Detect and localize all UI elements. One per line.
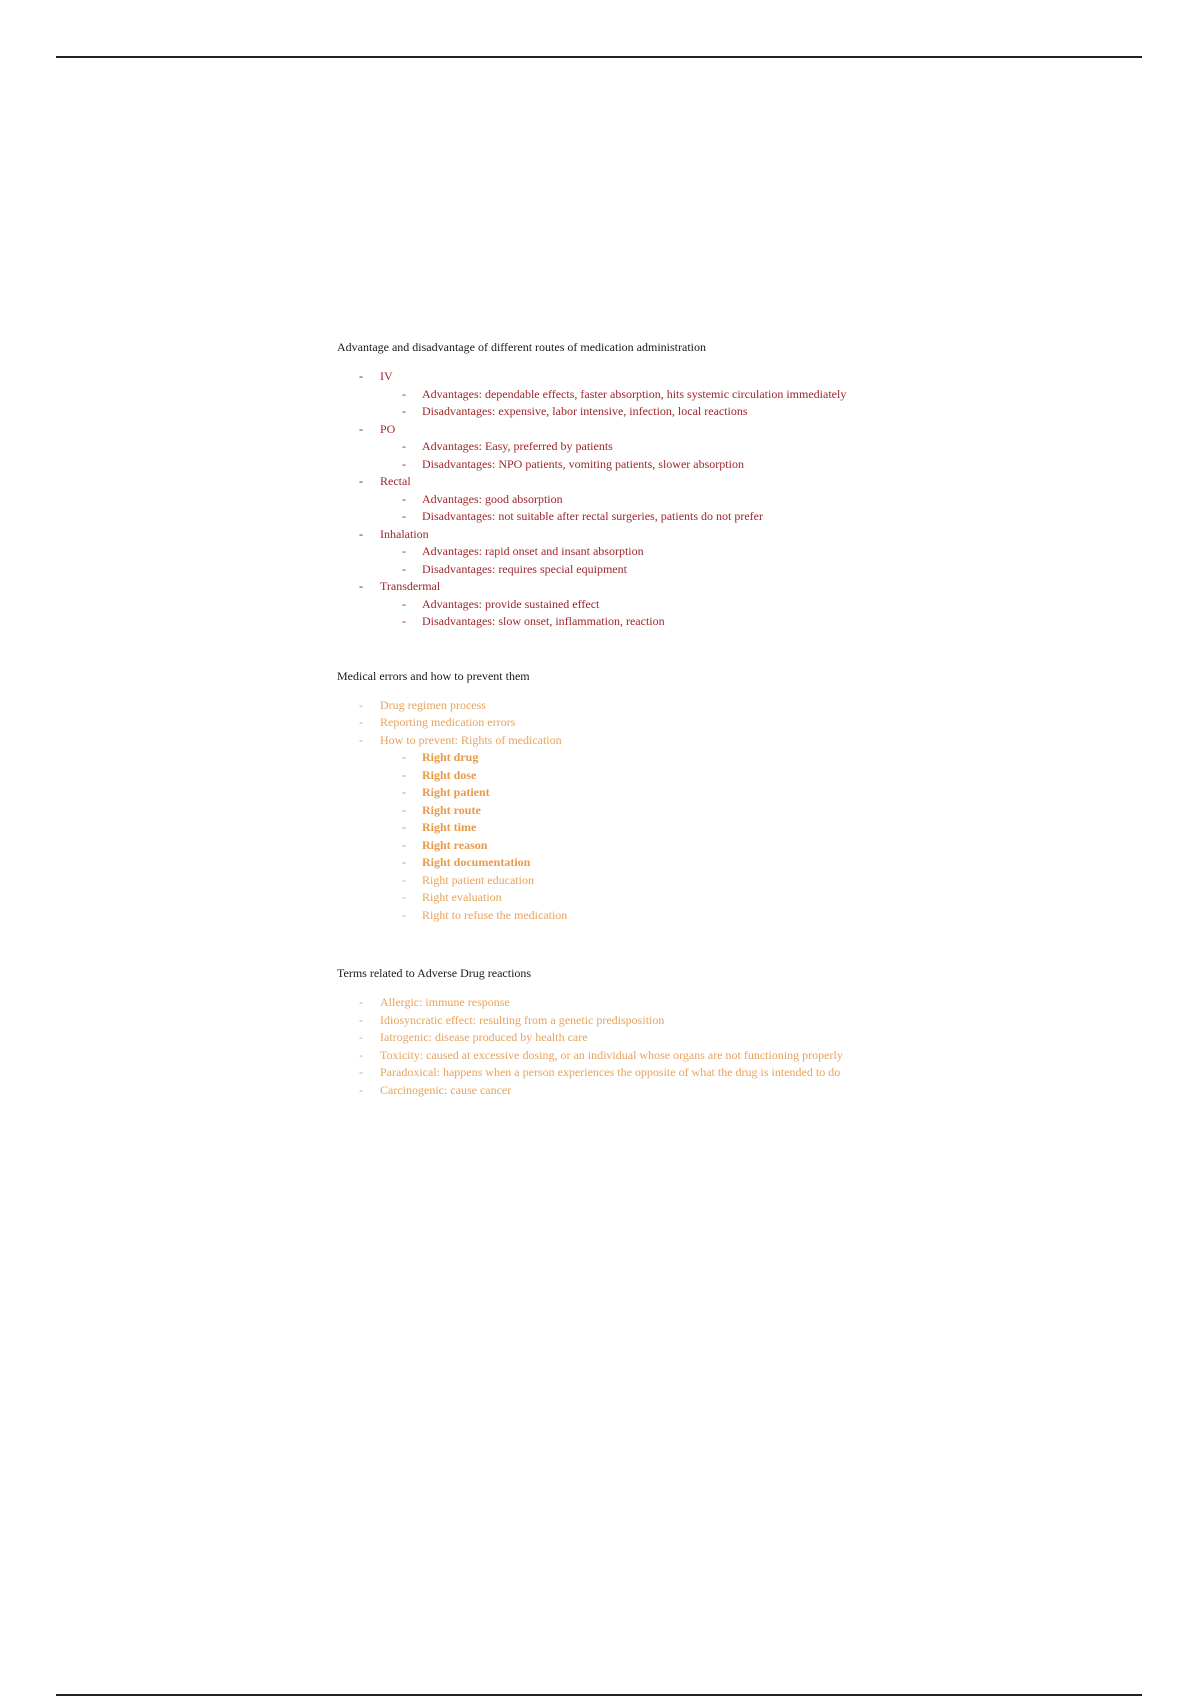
list-item-text: Right dose xyxy=(422,767,477,782)
list-item-text: Disadvantages: requires special equipment xyxy=(422,561,627,576)
list-item-text: Right reason xyxy=(422,837,488,852)
list-item xyxy=(337,1012,977,1030)
list-item xyxy=(380,837,977,855)
list-item-text: Right drug xyxy=(422,750,479,764)
list-item-text: Paradoxical: happens when a person experiences the opposite of what the drug is intended to do xyxy=(380,1065,841,1079)
route-label: IV xyxy=(380,369,393,383)
section-heading: Advantage and disadvantage of different routes of medication administration xyxy=(337,340,706,354)
bullet-dash: - xyxy=(402,509,406,523)
route-label: Inhalation xyxy=(380,526,429,541)
errors-list xyxy=(337,697,977,925)
bullet-dash: - xyxy=(402,837,406,852)
section-heading: Terms related to Adverse Drug reactions xyxy=(337,966,532,980)
terms-list xyxy=(337,994,977,1099)
bullet-dash: - xyxy=(359,474,363,488)
sublist xyxy=(380,596,977,631)
list-item xyxy=(380,613,977,631)
list-item-text: Right time xyxy=(422,820,477,834)
list-item xyxy=(337,578,977,631)
list-item-text: Toxicity: caused at excessive dosing, or an individual whose organs are not functioning properly xyxy=(380,1047,843,1062)
bullet-dash: - xyxy=(402,890,406,904)
route-label: Rectal xyxy=(380,474,411,488)
list-item xyxy=(380,802,977,820)
bullet-dash: - xyxy=(359,732,363,747)
list-item xyxy=(337,1082,977,1100)
list-item-text: Allergic: immune response xyxy=(380,995,510,1009)
bullet-dash: - xyxy=(359,526,363,541)
bullet-dash: - xyxy=(359,1082,363,1097)
list-item xyxy=(337,421,977,474)
list-item-text: Idiosyncratic effect: resulting from a genetic predisposition xyxy=(380,1012,665,1027)
document-body xyxy=(337,338,977,1129)
bullet-dash: - xyxy=(402,855,406,869)
list-item xyxy=(380,508,977,526)
bullet-dash: - xyxy=(359,579,363,593)
list-item-text: How to prevent: Rights of medication xyxy=(380,732,562,747)
rights-list xyxy=(380,749,977,924)
bullet-dash: - xyxy=(402,820,406,834)
bullet-dash: - xyxy=(402,544,406,558)
list-item-text: Advantages: dependable effects, faster absorption, hits systemic circulation immediately xyxy=(422,386,847,401)
bullet-dash: - xyxy=(402,785,406,799)
routes-list xyxy=(337,368,977,631)
bullet-dash: - xyxy=(359,1012,363,1027)
section-adverse-reactions xyxy=(337,964,977,1099)
list-item xyxy=(337,1064,977,1082)
sublist xyxy=(380,543,977,578)
list-item-text: Iatrogenic: disease produced by health care xyxy=(380,1030,588,1044)
bullet-dash: - xyxy=(359,995,363,1009)
list-item-text: Right patient education xyxy=(422,872,534,887)
list-item xyxy=(380,749,977,767)
header-rule xyxy=(56,56,1142,58)
list-item xyxy=(337,732,977,925)
list-item xyxy=(337,1047,977,1065)
list-item xyxy=(380,543,977,561)
list-item xyxy=(380,438,977,456)
list-item xyxy=(380,767,977,785)
section-medical-errors xyxy=(337,667,977,925)
bullet-dash: - xyxy=(359,421,363,436)
bullet-dash: - xyxy=(402,802,406,817)
route-label: Transdermal xyxy=(380,579,441,593)
bullet-dash: - xyxy=(359,1030,363,1044)
bullet-dash: - xyxy=(359,369,363,383)
bullet-dash: - xyxy=(402,872,406,887)
list-item-text: Right evaluation xyxy=(422,890,502,904)
list-item xyxy=(380,403,977,421)
sublist xyxy=(380,491,977,526)
section-heading: Medical errors and how to prevent them xyxy=(337,668,530,683)
bullet-dash: - xyxy=(402,386,406,401)
sublist xyxy=(380,438,977,473)
bullet-dash: - xyxy=(402,596,406,611)
list-item-text: Advantages: Easy, preferred by patients xyxy=(422,439,613,453)
list-item-text: Drug regimen process xyxy=(380,697,486,712)
list-item xyxy=(380,456,977,474)
footer-rule xyxy=(56,1694,1142,1696)
bullet-dash: - xyxy=(402,456,406,471)
bullet-dash: - xyxy=(402,404,406,418)
list-item xyxy=(337,714,977,732)
list-item-text: Disadvantages: NPO patients, vomiting patients, slower absorption xyxy=(422,456,744,471)
list-item xyxy=(380,872,977,890)
list-item-text: Disadvantages: not suitable after rectal surgeries, patients do not prefer xyxy=(422,509,763,523)
bullet-dash: - xyxy=(402,767,406,782)
bullet-dash: - xyxy=(359,715,363,729)
list-item xyxy=(337,368,977,421)
list-item xyxy=(337,526,977,579)
bullet-dash: - xyxy=(402,907,406,922)
list-item xyxy=(337,473,977,526)
section-routes xyxy=(337,338,977,631)
list-item-text: Reporting medication errors xyxy=(380,715,516,729)
list-item-text: Right route xyxy=(422,802,481,817)
list-item-text: Disadvantages: expensive, labor intensive, infection, local reactions xyxy=(422,404,748,418)
list-item xyxy=(380,491,977,509)
list-item-text: Carcinogenic: cause cancer xyxy=(380,1082,512,1097)
list-item xyxy=(337,697,977,715)
list-item xyxy=(380,907,977,925)
list-item-text: Advantages: good absorption xyxy=(422,491,563,506)
list-item-text: Advantages: provide sustained effect xyxy=(422,596,600,611)
bullet-dash: - xyxy=(359,1065,363,1079)
list-item-text: Advantages: rapid onset and insant absorption xyxy=(422,544,644,558)
list-item xyxy=(380,889,977,907)
list-item xyxy=(337,994,977,1012)
bullet-dash: - xyxy=(402,750,406,764)
sublist xyxy=(380,386,977,421)
list-item xyxy=(380,819,977,837)
bullet-dash: - xyxy=(402,561,406,576)
list-item xyxy=(380,784,977,802)
list-item-text: Disadvantages: slow onset, inflammation, reaction xyxy=(422,614,665,628)
list-item xyxy=(380,561,977,579)
list-item xyxy=(380,386,977,404)
bullet-dash: - xyxy=(402,439,406,453)
list-item xyxy=(380,854,977,872)
bullet-dash: - xyxy=(402,614,406,628)
list-item xyxy=(380,596,977,614)
list-item-text: Right to refuse the medication xyxy=(422,907,568,922)
bullet-dash: - xyxy=(359,1047,363,1062)
list-item-text: Right documentation xyxy=(422,855,531,869)
bullet-dash: - xyxy=(402,491,406,506)
route-label: PO xyxy=(380,421,396,436)
list-item-text: Right patient xyxy=(422,785,490,799)
bullet-dash: - xyxy=(359,697,363,712)
list-item xyxy=(337,1029,977,1047)
